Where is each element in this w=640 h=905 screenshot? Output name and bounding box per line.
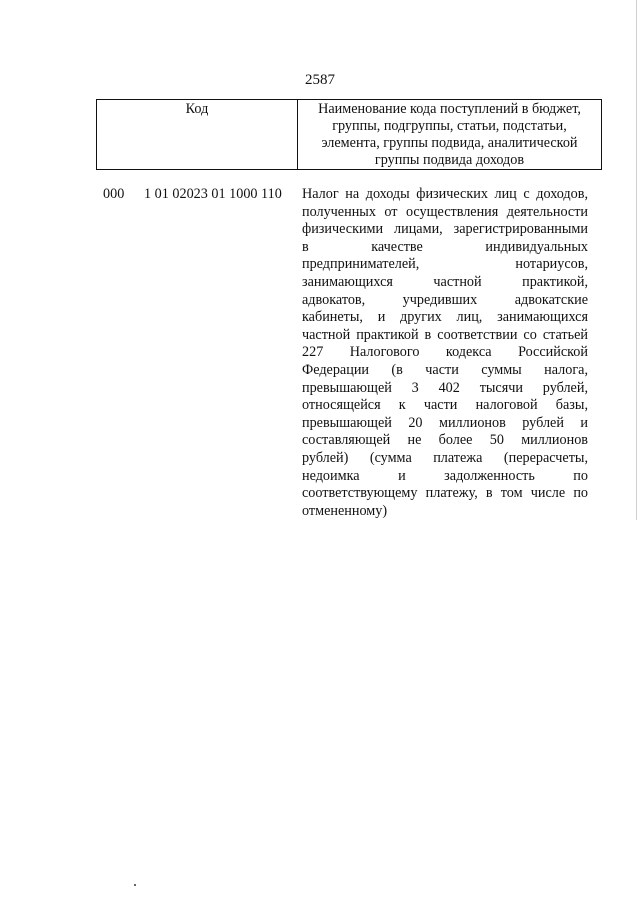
description-line: занимающихся частной практикой, — [302, 273, 588, 290]
description-line: отмененному) — [302, 502, 388, 519]
description-line: соответствующему платежу, в том числе по — [302, 485, 588, 502]
description-line: относящейся к части налоговой базы, — [302, 397, 588, 414]
description-line: превышающей 20 миллионов рублей и — [302, 414, 588, 431]
description-line: адвокатов, учредивших адвокатские — [302, 291, 588, 308]
scan-speck — [134, 884, 136, 886]
description-line: 227 Налогового кодекса Российской — [302, 344, 588, 361]
description-line: составляющей не более 50 миллионов — [302, 432, 588, 449]
header-table — [96, 99, 602, 170]
description-line: физическими лицами, зарегистрированными — [302, 221, 588, 238]
description-line: недоимка и задолженность по — [302, 467, 588, 484]
description-line: Федерации (в части суммы налога, — [302, 361, 588, 378]
description-line: в качестве индивидуальных — [302, 238, 588, 255]
revenue-code: 1 01 02023 01 1000 110 — [144, 186, 282, 202]
description-line: кабинеты, и других лиц, занимающихся — [302, 309, 588, 326]
revenue-description — [302, 186, 588, 520]
admin-code: 000 — [103, 186, 125, 202]
description-line: предпринимателей, нотариусов, — [302, 256, 588, 273]
description-line: Налог на доходы физических лиц с доходов, — [302, 186, 588, 202]
description-line: превышающей 3 402 тысячи рублей, — [302, 379, 588, 396]
description-line: полученных от осуществления деятельности — [302, 203, 588, 220]
header-row — [97, 100, 602, 170]
header-code-cell: Код — [97, 100, 298, 170]
description-line: частной практикой в соответствии со статьей — [302, 326, 588, 343]
header-name-cell: Наименование кода поступлений в бюджет, группы, подгруппы, статьи, подстатьи, элемента, группы подвида, аналитической группы подвида доходов — [298, 100, 602, 170]
page-number: 2587 — [305, 72, 335, 88]
description-line: рублей) (сумма платежа (перерасчеты, — [302, 449, 588, 466]
